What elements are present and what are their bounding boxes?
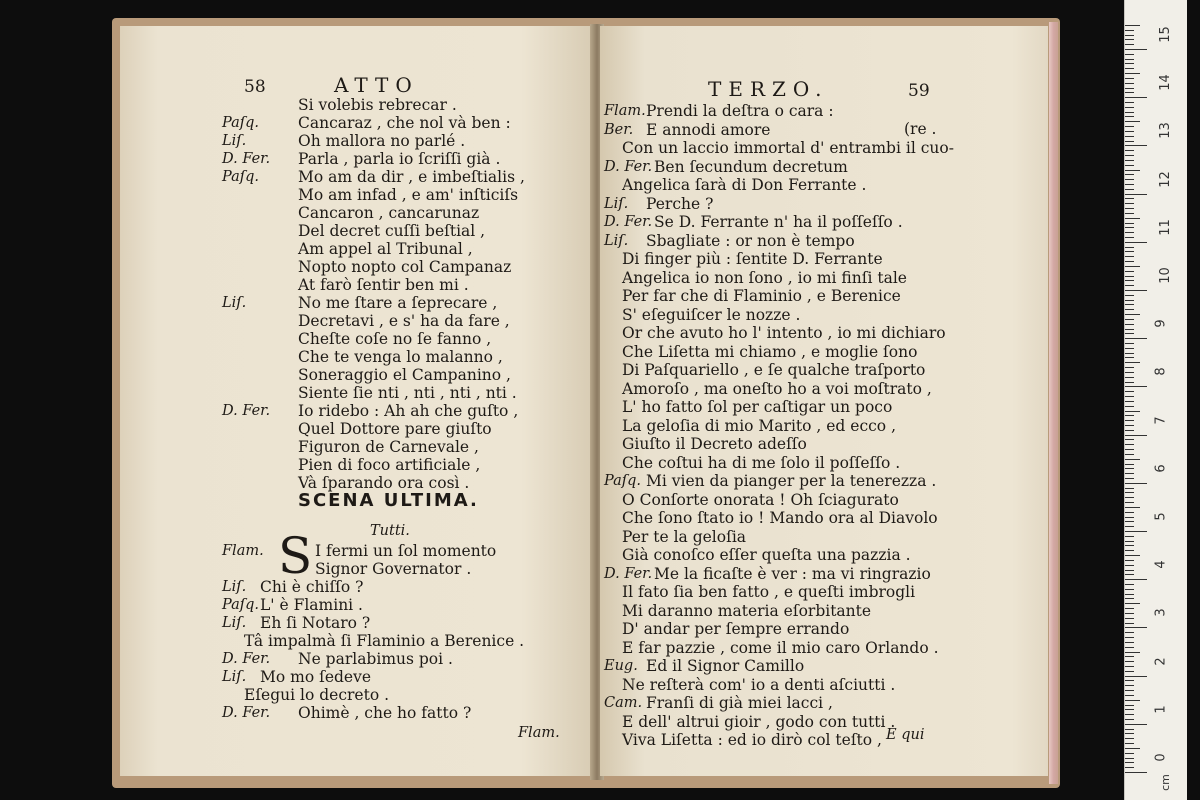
verse-line: E far pazzie , come il mio caro Orlando .: [622, 638, 939, 657]
verse-line: Parla , parla io ſcriſſi già .: [298, 150, 501, 168]
ruler-tick: [1125, 647, 1134, 648]
ruler-tick: [1125, 25, 1140, 26]
verse-line: E annodi amore: [646, 120, 771, 139]
ruler-tick: [1125, 603, 1140, 604]
ruler-tick: [1125, 309, 1134, 310]
ruler-tick: [1125, 155, 1134, 156]
ruler-label: 8: [1153, 367, 1169, 377]
verse-line: Siente ſie nti , nti , nti , nti .: [298, 384, 517, 402]
ruler-tick: [1125, 656, 1134, 657]
ruler-tick: [1125, 545, 1134, 546]
verse-line: Giuſto il Decreto adeſſo: [622, 435, 807, 453]
ruler-tick: [1125, 570, 1134, 571]
ruler-tick: [1125, 497, 1134, 498]
ruler-tick: [1125, 531, 1147, 532]
verse-line: Mo am infad , e am' inſticiſs: [298, 186, 519, 204]
measurement-ruler: [1124, 0, 1187, 800]
ruler-tick: [1125, 59, 1134, 60]
verse-line: Decretavi , e s' ha da fare ,: [298, 312, 510, 330]
ruler-tick: [1125, 165, 1134, 166]
ruler-tick: [1125, 63, 1134, 64]
verse-line: Che te venga lo malanno ,: [298, 348, 503, 366]
ruler-tick: [1125, 198, 1134, 199]
ruler-tick: [1125, 285, 1134, 286]
ruler-tick: [1125, 295, 1134, 296]
ruler-tick: [1125, 676, 1147, 677]
verse-line: Cancaraz , che nol và ben :: [298, 114, 511, 132]
verse-line: At farò ſentir ben mi .: [298, 276, 469, 294]
ruler-tick: [1125, 700, 1140, 701]
ruler-tick: [1125, 276, 1134, 277]
ruler-tick: [1125, 343, 1134, 344]
ruler-tick: [1125, 324, 1134, 325]
ruler-label: 13: [1157, 122, 1173, 140]
page-number: 59: [908, 81, 930, 101]
ruler-tick: [1125, 724, 1147, 725]
speaker-label: D. Fer.: [222, 151, 271, 167]
verse-line: Nopto nopto col Campanaz: [298, 258, 512, 276]
ruler-tick: [1125, 314, 1140, 315]
speaker-label: Liſ.: [222, 295, 247, 311]
ruler-tick: [1125, 304, 1134, 305]
ruler-tick: [1125, 251, 1134, 252]
verse-line: Prendi la deſtra o cara :: [646, 102, 834, 120]
ruler-tick: [1125, 116, 1134, 117]
verse-line: Ne reſterà com' io a denti aſciutti .: [622, 675, 896, 694]
verse-line: Di finger più : ſentite D. Ferrante: [622, 250, 883, 268]
speaker-label: Paſq.: [604, 473, 642, 489]
verse-line: Io ridebo : Ah ah che guſto ,: [298, 402, 519, 420]
ruler-tick: [1125, 68, 1134, 69]
ruler-tick: [1125, 338, 1147, 339]
speaker-label: Liſ.: [222, 133, 247, 149]
verse-line: Cheſte coſe no ſe fanno ,: [298, 330, 492, 348]
verse-line: Am appel al Tribunal ,: [298, 240, 473, 258]
verse-line: Con un laccio immortal d' entrambi il cuo-: [622, 139, 954, 157]
ruler-tick: [1125, 112, 1134, 113]
ruler-tick: [1125, 598, 1134, 599]
speaker-label: Paſq.: [222, 169, 260, 185]
ruler-tick: [1125, 333, 1134, 334]
ruler-tick: [1125, 709, 1134, 710]
verse-line: Perche ?: [646, 194, 714, 213]
speaker-label: Liſ.: [222, 579, 247, 595]
ruler-tick: [1125, 762, 1134, 763]
ruler-tick: [1125, 203, 1134, 204]
verse-line: Quel Dottore pare giuſto: [298, 420, 492, 438]
ruler-tick: [1125, 459, 1140, 460]
ruler-tick: [1125, 353, 1134, 354]
verse-line: Oh mallora no parlé .: [298, 132, 466, 150]
ruler-tick: [1125, 743, 1134, 744]
ruler-tick: [1125, 141, 1134, 142]
ruler-tick: [1125, 49, 1147, 50]
verse-line: Mi daranno materia eſorbitante: [622, 601, 872, 620]
verse-line: Del decret cuſſi beſtial ,: [298, 222, 486, 240]
speaker-label: Liſ.: [604, 232, 629, 249]
ruler-tick: [1125, 468, 1134, 469]
verse-line: E dell' altrui gioir , godo con tutti .: [622, 712, 896, 731]
verse-line: Figuron de Carnevale ,: [298, 438, 479, 456]
running-header: TERZO.: [708, 77, 829, 101]
ruler-label: 1: [1153, 705, 1169, 714]
ruler-tick: [1125, 748, 1140, 749]
ruler-tick: [1125, 242, 1147, 243]
tutti-label: Tutti.: [370, 523, 410, 539]
ruler-label: 5: [1153, 512, 1169, 521]
ruler-tick: [1125, 194, 1147, 195]
ruler-tick: [1125, 420, 1134, 421]
ruler-tick: [1125, 758, 1134, 759]
ruler-tick: [1125, 329, 1134, 330]
verse-line: Và ſparando ora così .: [298, 474, 470, 492]
verse-line: Angelica ſarà di Don Ferrante .: [622, 176, 867, 194]
speaker-label: Flam.: [604, 103, 646, 119]
ruler-tick: [1125, 357, 1134, 358]
speaker-label: D. Fer.: [222, 403, 271, 419]
ruler-tick: [1125, 449, 1134, 450]
ruler-tick: [1125, 121, 1140, 122]
ruler-unit: cm: [1158, 774, 1172, 791]
ruler-tick: [1125, 30, 1134, 31]
speaker-label: D. Fer.: [604, 214, 653, 230]
ruler-tick: [1125, 237, 1134, 238]
ruler-tick: [1125, 652, 1140, 653]
verse-line: La geloſia di mio Marito , ed ecco ,: [622, 416, 896, 435]
ruler-tick: [1125, 88, 1134, 89]
ruler-tick: [1125, 435, 1147, 436]
ruler-tick: [1125, 227, 1134, 228]
verse-line: Ohimè , che ho fatto ?: [298, 704, 472, 722]
speaker-label: Paſq.: [222, 115, 260, 131]
speaker-label: Eug.: [604, 658, 638, 674]
verse-line: Mo am da dir , e imbeſtialis ,: [298, 168, 525, 186]
ruler-tick: [1125, 550, 1134, 551]
ruler-tick: [1125, 502, 1134, 503]
catchword: Flam.: [518, 725, 560, 741]
turnover-word: (re .: [904, 120, 937, 138]
verse-line: Mo mo ſedeve: [260, 668, 372, 686]
ruler-tick: [1125, 362, 1140, 363]
open-book: [112, 18, 1060, 788]
ruler-tick: [1125, 223, 1134, 224]
verse-line: Chi è chiſſo ?: [260, 578, 364, 596]
ruler-tick: [1125, 666, 1134, 667]
ruler-tick: [1125, 507, 1140, 508]
ruler-tick: [1125, 232, 1134, 233]
ruler-label: 12: [1157, 170, 1173, 188]
verse-line: Mi vien da pianger per la tenerezza .: [646, 472, 937, 490]
verse-line: Soneraggio el Campanino ,: [298, 366, 511, 384]
ruler-tick: [1125, 560, 1134, 561]
verse-line: Se D. Ferrante n' ha il poſſeſſo .: [654, 213, 903, 231]
ruler-tick: [1125, 632, 1134, 633]
ruler-tick: [1125, 521, 1134, 522]
verse-line: Per te la geloſia: [622, 527, 747, 546]
speaker-label: Liſ.: [222, 669, 247, 685]
ruler-tick: [1125, 126, 1134, 127]
verse-line: Angelica io non ſono , io mi finſi tale: [622, 268, 907, 287]
ruler-tick: [1125, 512, 1134, 513]
ruler-tick: [1125, 247, 1134, 248]
ruler-tick: [1125, 131, 1134, 132]
ruler-tick: [1125, 579, 1147, 580]
ruler-tick: [1125, 454, 1134, 455]
ruler-tick: [1125, 719, 1134, 720]
ruler-tick: [1125, 406, 1134, 407]
speaker-label: D. Fer.: [222, 651, 271, 667]
ruler-tick: [1125, 179, 1134, 180]
ruler-tick: [1125, 671, 1134, 672]
speaker-label: Ber.: [604, 121, 634, 138]
ruler-label: 6: [1153, 464, 1169, 473]
verse-line: Già conoſco eſſer queſta una pazzia .: [622, 546, 911, 564]
ruler-tick: [1125, 83, 1134, 84]
verse-line: Sbagliate : or non è tempo: [646, 231, 855, 250]
ruler-tick: [1125, 150, 1134, 151]
verse-line: Amoroſo , ma oneſto ho a voi moſtrato ,: [622, 379, 932, 398]
ruler-tick: [1125, 145, 1147, 146]
ruler-tick: [1125, 78, 1134, 79]
ruler-tick: [1125, 73, 1140, 74]
book-edge: [1049, 22, 1058, 784]
ruler-tick: [1125, 526, 1134, 527]
ruler-tick: [1125, 377, 1134, 378]
ruler-tick: [1125, 517, 1134, 518]
ruler-tick: [1125, 136, 1134, 137]
ruler-tick: [1125, 35, 1134, 36]
ruler-tick: [1125, 753, 1134, 754]
ruler-tick: [1125, 733, 1134, 734]
ruler-tick: [1125, 536, 1134, 537]
verse-line: Il fato ſia ben fatto , e queſti imbrogli: [622, 583, 916, 601]
ruler-tick: [1125, 184, 1134, 185]
ruler-tick: [1125, 685, 1134, 686]
verse-line: Pien di foco artificiale ,: [298, 456, 481, 474]
speaker-label: Cam.: [604, 695, 643, 711]
ruler-tick: [1125, 464, 1134, 465]
ruler-label: 14: [1157, 74, 1173, 91]
ruler-tick: [1125, 411, 1140, 412]
ruler-tick: [1125, 415, 1134, 416]
verse-line: Eh ſi Notaro ?: [260, 614, 371, 632]
ruler-tick: [1125, 174, 1134, 175]
ruler-tick: [1125, 705, 1134, 706]
speaker-label: Paſq.: [222, 597, 260, 613]
ruler-tick: [1125, 478, 1134, 479]
left-page: [120, 26, 592, 776]
ruler-tick: [1125, 218, 1140, 219]
ruler-tick: [1125, 623, 1134, 624]
ruler-tick: [1125, 401, 1134, 402]
ruler-label: 7: [1153, 415, 1169, 425]
ruler-tick: [1125, 565, 1134, 566]
verse-line: Ben ſecundum decretum: [654, 157, 848, 176]
ruler-tick: [1125, 729, 1134, 730]
ruler-tick: [1125, 555, 1140, 556]
ruler-tick: [1125, 767, 1134, 768]
drop-cap: S: [278, 527, 313, 585]
ruler-tick: [1125, 492, 1134, 493]
ruler-tick: [1125, 102, 1134, 103]
verse-line: Che ſono ſtato io ! Mando ora al Diavolo: [622, 509, 938, 527]
verse-line: I fermi un ſol momento: [315, 542, 497, 560]
ruler-tick: [1125, 97, 1147, 98]
ruler-tick: [1125, 695, 1134, 696]
page-number: 58: [244, 77, 266, 97]
verse-line: D' andar per ſempre errando: [622, 620, 850, 638]
verse-line: Eſegui lo decreto .: [244, 686, 390, 704]
speaker-label: D. Fer.: [222, 705, 271, 721]
ruler-tick: [1125, 627, 1147, 628]
scene-title: SCENA ULTIMA.: [298, 490, 479, 511]
ruler-tick: [1125, 44, 1134, 45]
ruler-tick: [1125, 319, 1134, 320]
ruler-tick: [1125, 608, 1134, 609]
ruler-tick: [1125, 189, 1134, 190]
ruler-tick: [1125, 160, 1134, 161]
verse-line: L' ho fatto ſol per caſtigar un poco: [622, 398, 893, 416]
ruler-tick: [1125, 642, 1134, 643]
ruler-tick: [1125, 483, 1147, 484]
ruler-tick: [1125, 541, 1134, 542]
ruler-tick: [1125, 372, 1134, 373]
ruler-tick: [1125, 107, 1134, 108]
verse-line: Ed il Signor Camillo: [646, 657, 805, 675]
verse-line: Me la ficaſte è ver : ma vi ringrazio: [654, 564, 931, 583]
ruler-tick: [1125, 690, 1134, 691]
ruler-tick: [1125, 92, 1134, 93]
ruler-label: 9: [1153, 319, 1169, 328]
speaker-label: D. Fer.: [604, 565, 653, 582]
verse-line: Signor Governator .: [315, 560, 472, 578]
ruler-tick: [1125, 613, 1134, 614]
ruler-tick: [1125, 213, 1134, 214]
ruler-tick: [1125, 280, 1134, 281]
ruler-tick: [1125, 300, 1134, 301]
verse-line: Or che avuto ho l' intento , io mi dichiaro: [622, 324, 946, 342]
ruler-tick: [1125, 473, 1134, 474]
running-header: ATTO: [334, 73, 419, 97]
speaker-label: Liſ.: [604, 195, 629, 212]
ruler-tick: [1125, 589, 1134, 590]
ruler-tick: [1125, 54, 1134, 55]
ruler-tick: [1125, 738, 1134, 739]
verse-line: Tâ impalmà ſi Flaminio a Berenice .: [244, 632, 525, 650]
ruler-label: 0: [1153, 753, 1169, 762]
ruler-tick: [1125, 396, 1134, 397]
ruler-tick: [1125, 637, 1134, 638]
ruler-tick: [1125, 594, 1134, 595]
ruler-tick: [1125, 348, 1134, 349]
ruler-tick: [1125, 425, 1134, 426]
verse-line: Ne parlabimus poi .: [298, 650, 453, 668]
ruler-tick: [1125, 584, 1134, 585]
ruler-tick: [1125, 680, 1134, 681]
verse-line: Viva Liſetta : ed io dirò col teſto ,: [622, 731, 882, 749]
ruler-tick: [1125, 574, 1134, 575]
verse-line: Franſi di già miei lacci ,: [646, 694, 833, 712]
ruler-tick: [1125, 391, 1134, 392]
verse-line: Si volebis rebrecar .: [298, 96, 457, 114]
ruler-tick: [1125, 208, 1134, 209]
speaker-label: Flam.: [222, 543, 264, 559]
ruler-tick: [1125, 367, 1134, 368]
verse-line: S' eſeguiſcer le nozze .: [622, 305, 801, 324]
ruler-tick: [1125, 661, 1134, 662]
ruler-tick: [1125, 271, 1134, 272]
ruler-tick: [1125, 430, 1134, 431]
ruler-tick: [1125, 386, 1147, 387]
right-page: [600, 26, 1048, 776]
verse-line: No me ſtare a ſeprecare ,: [298, 294, 498, 312]
verse-line: L' è Flamini .: [260, 596, 363, 614]
speaker-label: D. Fer.: [604, 158, 653, 175]
ruler-label: 10: [1157, 267, 1173, 284]
ruler-label: 2: [1153, 656, 1169, 666]
ruler-label: 15: [1157, 26, 1173, 43]
ruler-tick: [1125, 444, 1134, 445]
ruler-tick: [1125, 772, 1147, 773]
verse-line: Che Liſetta mi chiamo , e moglie ſono: [622, 342, 918, 361]
verse-line: Di Paſquariello , e ſe qualche traſporto: [622, 361, 926, 379]
verse-line: O Conſorte onorata ! Oh ſciagurato: [622, 490, 899, 509]
ruler-tick: [1125, 714, 1134, 715]
ruler-tick: [1125, 618, 1134, 619]
ruler-tick: [1125, 39, 1134, 40]
ruler-tick: [1125, 439, 1134, 440]
ruler-tick: [1125, 488, 1134, 489]
ruler-label: 11: [1157, 219, 1173, 236]
catchword: E qui: [886, 727, 925, 743]
ruler-tick: [1125, 266, 1140, 267]
speaker-label: Liſ.: [222, 615, 247, 631]
verse-line: Cancaron , cancarunaz: [298, 204, 480, 222]
verse-line: Per far che di Flaminio , e Berenice: [622, 287, 901, 305]
ruler-tick: [1125, 261, 1134, 262]
ruler-tick: [1125, 290, 1147, 291]
ruler-label: 4: [1153, 560, 1169, 569]
ruler-label: 3: [1153, 608, 1169, 618]
verse-line: Che coſtui ha di me ſolo il poſſeſſo .: [622, 453, 901, 472]
ruler-tick: [1125, 382, 1134, 383]
ruler-tick: [1125, 170, 1140, 171]
ruler-tick: [1125, 256, 1134, 257]
